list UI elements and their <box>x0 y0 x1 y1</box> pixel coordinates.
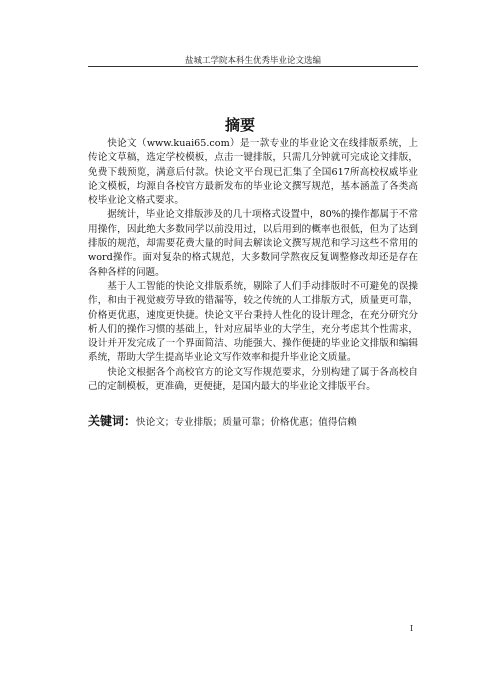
abstract-paragraph: 基于人工智能的快论文排版系统，剔除了人们手动排版时不可避免的误操作，和由于视觉疲劳导致的错漏等，较之传统的人工排版方式，质量更可靠，价格更优惠，速度更快捷。快论文平台秉持人性化的设计理念，在充分研究分析人们的操作习惯的基础上，针对应届毕业的大学生，充分考虑其个性需求，设计并开发完成了一个界面简洁、功能强大、操作便捷的毕业论文排版和编辑系统，帮助大学生提高毕业论文写作效率和提升毕业论文质量。 <box>88 280 418 364</box>
abstract-paragraph: 据统计，毕业论文排版涉及的几十项格式设置中，80%的操作都属于不常用操作，因此绝大多数同学以前没用过，以后用到的概率也很低，但为了达到排版的规范，却需要花费大量的时间去解读论文撰写规范和学习这些不常用的word操作。面对复杂的格式规范，大多数同学熬夜反复调整修改却还是存在各种各样的问题。 <box>88 209 418 278</box>
keywords-line <box>88 414 418 430</box>
running-header: 盐城工学院本科生优秀毕业论文选编 <box>184 56 321 66</box>
keywords-label: 关键词： <box>88 414 137 428</box>
abstract-paragraph: 快论文（www.kuai65.com）是一款专业的毕业论文在线排版系统，上传论文草稿，选定学校模板，点击一键排版，只需几分钟就可完成论文排版，免费下载预览，满意后付款。快论文平台现已汇集了全国617所高校权威毕业论文模板，均源自各校官方最新发布的毕业论文撰写规范，基本涵盖了各类高校毕业论文格式要求。 <box>88 138 418 207</box>
keywords-text: 快论文；专业排版；质量可靠；价格优惠；值得信赖 <box>136 417 357 428</box>
header-rule <box>88 66 418 67</box>
abstract-body <box>88 137 418 394</box>
page-number: I <box>410 624 414 633</box>
abstract-title: 摘要 <box>224 116 255 134</box>
abstract-paragraph: 快论文根据各个高校官方的论文写作规范要求，分别构建了属于各高校自己的定制模板，更准确，更便捷，是国内最大的毕业论文排版平台。 <box>88 366 418 393</box>
